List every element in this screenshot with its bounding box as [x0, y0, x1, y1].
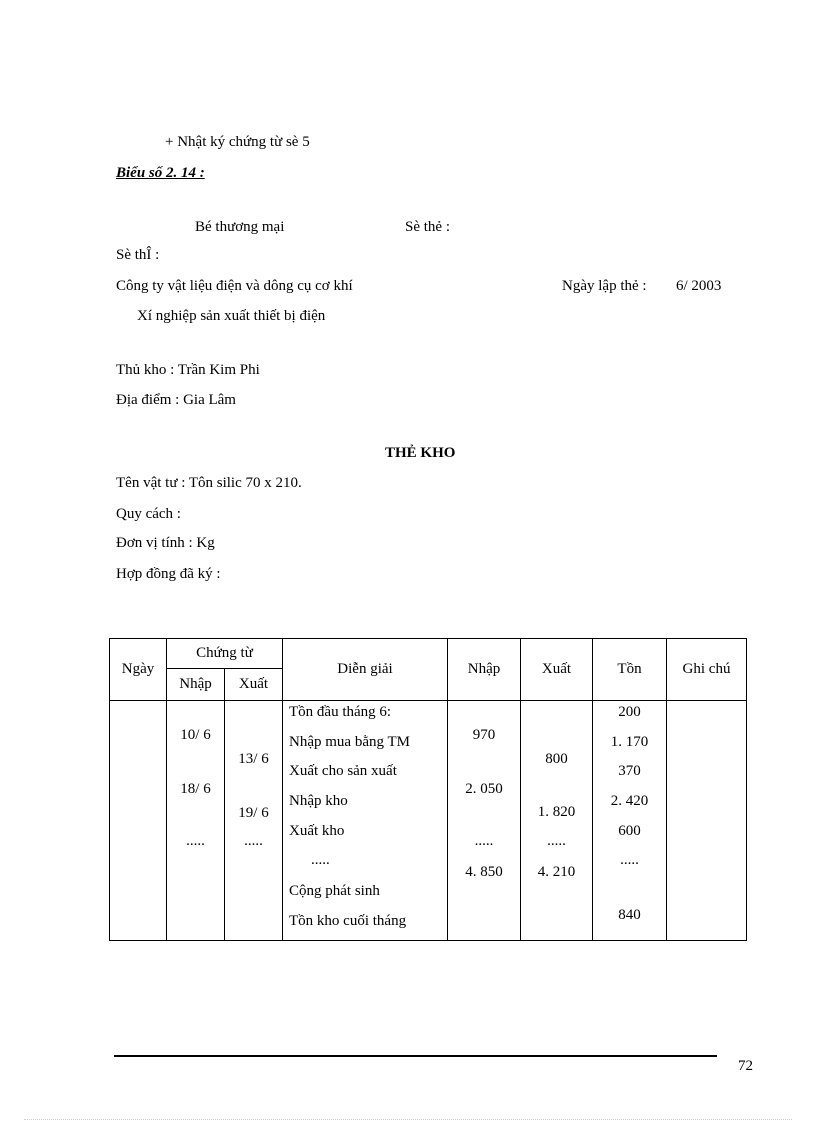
dien-giai-cell: Nhập mua bằng TM	[289, 734, 410, 750]
nhap-cell: .....	[474, 833, 494, 849]
ct-nhap-cell: 10/ 6	[180, 727, 211, 743]
nhap-cell: 4. 850	[465, 864, 503, 880]
ton-cell: 1. 170	[610, 734, 649, 750]
date-value: 6/ 2003	[676, 278, 722, 294]
card-number-label: Sè thẻ :	[405, 219, 450, 235]
header-dien-giai: Diễn giải	[283, 639, 448, 701]
dien-giai-cell: Tồn đầu tháng 6:	[289, 704, 392, 720]
ministry: Bé thương mại	[195, 219, 285, 235]
col-dien-giai	[283, 701, 448, 941]
nhap-cell: 970	[472, 727, 496, 743]
ton-cell: 2. 420	[610, 793, 649, 809]
footer-divider	[114, 1055, 717, 1057]
ton-cell: 840	[618, 907, 641, 923]
unit-of-measure: Đơn vị tính : Kg	[116, 535, 215, 551]
col-ct-xuat	[225, 701, 283, 941]
col-ghi-chu	[667, 701, 747, 941]
dien-giai-cell: Nhập kho	[289, 793, 348, 809]
material-name: Tên vật tư : Tôn silic 70 x 210.	[116, 475, 302, 491]
dien-giai-cell: Xuất kho	[289, 823, 345, 839]
ton-cell: 370	[618, 763, 641, 779]
header-chung-tu: Chứng từ	[167, 639, 283, 669]
xuat-cell: 800	[545, 751, 568, 767]
ct-xuat-cell: .....	[244, 833, 263, 849]
header-nhap: Nhập	[448, 639, 521, 701]
page-bottom-dotted-line	[24, 1119, 792, 1120]
card-title: THẺ KHO	[385, 445, 456, 461]
header-ton: Tồn	[593, 639, 667, 701]
ct-nhap-cell: .....	[186, 833, 205, 849]
ct-xuat-cell: 19/ 6	[238, 805, 269, 821]
nhap-cell: 2. 050	[465, 781, 503, 797]
xuat-cell: .....	[547, 833, 566, 849]
ton-cell: .....	[620, 852, 639, 868]
dien-giai-cell: Cộng phát sinh	[289, 883, 380, 899]
col-ngay	[110, 701, 167, 941]
header-ct-xuat: Xuất	[225, 669, 283, 701]
dien-giai-cell: Xuất cho sản xuất	[289, 763, 397, 779]
col-ton	[593, 701, 667, 941]
dien-giai-cell: .....	[311, 852, 330, 868]
col-ct-nhap	[167, 701, 225, 941]
page-number: 72	[738, 1058, 753, 1074]
warehouse-keeper: Thủ kho : Trần Kim Phi	[116, 362, 260, 378]
xuat-cell: 4. 210	[537, 864, 576, 880]
location: Địa điểm : Gia Lâm	[116, 392, 236, 408]
ton-cell: 600	[618, 823, 641, 839]
ct-xuat-cell: 13/ 6	[238, 751, 269, 767]
company-name: Công ty vật liệu điện và dông cụ cơ khí	[116, 278, 353, 294]
ct-nhap-cell: 18/ 6	[180, 781, 211, 797]
col-nhap	[448, 701, 521, 941]
journal-ref: + Nhật ký chứng từ sè 5	[165, 134, 310, 150]
stock-card-table	[109, 638, 747, 941]
enterprise-name: Xí nghiệp sản xuất thiết bị điện	[137, 308, 326, 324]
header-xuat: Xuất	[521, 639, 593, 701]
ton-cell: 200	[618, 704, 641, 720]
contract-signed: Hợp đồng đã ký :	[116, 566, 221, 582]
header-ct-nhap: Nhập	[167, 669, 225, 701]
sheet-number-label: Sè thÎ :	[116, 247, 160, 263]
dien-giai-cell: Tồn kho cuối tháng	[289, 913, 407, 929]
header-ngay: Ngày	[110, 639, 167, 701]
specification: Quy cách :	[116, 506, 181, 522]
xuat-cell: 1. 820	[537, 804, 576, 820]
col-xuat	[521, 701, 593, 941]
header-ghi-chu: Ghi chú	[667, 639, 747, 701]
bieu-so-label: Biểu số 2. 14 :	[116, 165, 205, 181]
date-label: Ngày lập thẻ :	[562, 278, 647, 294]
